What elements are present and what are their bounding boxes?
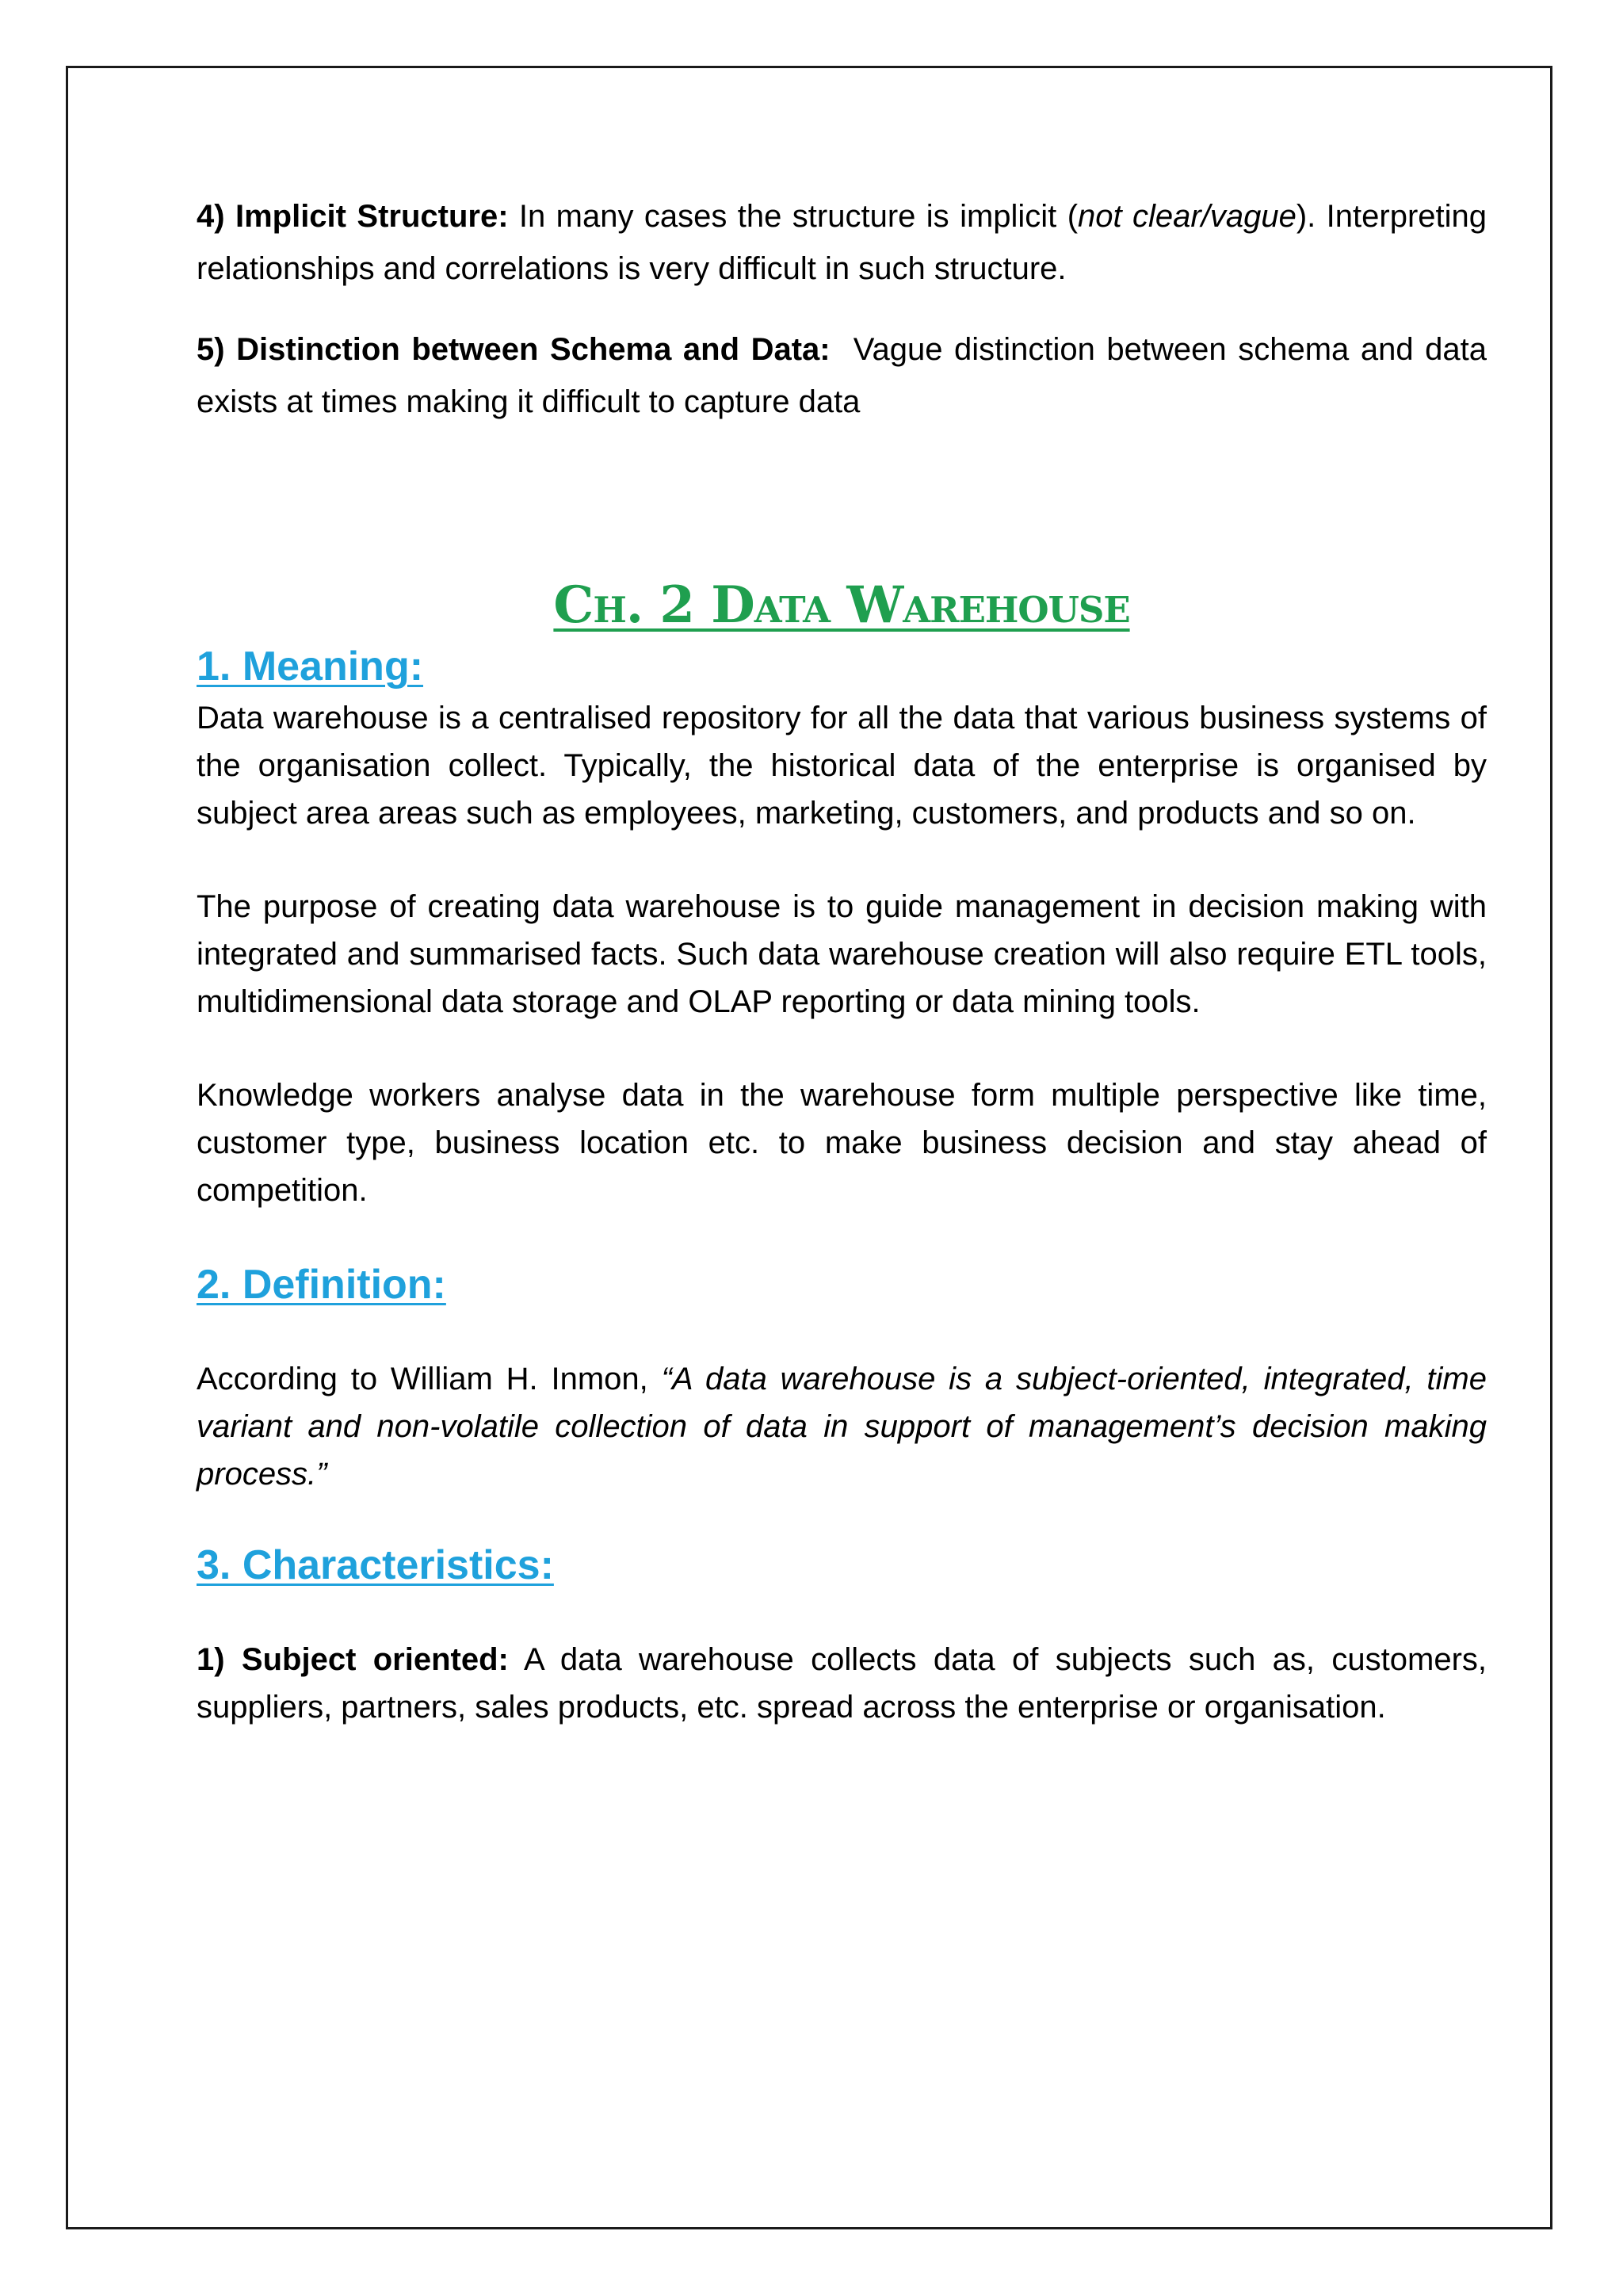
implicit-structure-text-after: ). Interpreting relationships and correlations is very difficult in such structure. (197, 199, 1487, 286)
chapter-title: Ch. 2 Data Warehouse (553, 575, 1130, 635)
definition-paragraph (197, 1355, 1487, 1498)
definition-intro: According to William H. Inmon, (197, 1362, 662, 1396)
distinction-paragraph (197, 323, 1496, 428)
subject-oriented-label: 1) Subject oriented: (197, 1642, 509, 1677)
characteristics-heading: 3. Characteristics: (197, 1542, 554, 1588)
implicit-structure-paragraph (197, 190, 1487, 295)
implicit-structure-label: 4) Implicit Structure: (197, 199, 509, 234)
implicit-structure-italic: not clear/vague (1078, 199, 1296, 234)
distinction-label: 5) Distinction between Schema and Data: (197, 332, 831, 367)
meaning-paragraph-1: Data warehouse is a centralised repository for all the data that various business systems of the organisation collect. Typically, the historical data of the enterprise is organised by subject area areas such as employees, marketing, customers, and products and so on. (197, 701, 1487, 831)
document-body (197, 190, 1496, 1731)
meaning-paragraph-3: Knowledge workers analyse data in the warehouse form multiple perspective like time, customer type, business location etc. to make business decision and stay ahead of competition. (197, 1078, 1487, 1208)
definition-heading: 2. Definition: (197, 1262, 446, 1308)
implicit-structure-text: In many cases the structure is implicit ( (508, 199, 1079, 234)
meaning-heading: 1. Meaning: (197, 644, 424, 690)
distinction-text: Vague distinction between schema and data exists at times making it difficult to capture data (197, 332, 1496, 419)
subject-oriented-text: A data warehouse collects data of subjects such as, customers, suppliers, partners, sales products, etc. spread across the enterprise or organisation. (197, 1642, 1487, 1725)
meaning-paragraph-2: The purpose of creating data warehouse is to guide management in decision making with integrated and summarised facts. Such data warehouse creation will also require ETL tools, multidimensional data storage and OLAP reporting or data mining tools. (197, 889, 1487, 1019)
subject-oriented-paragraph (197, 1636, 1487, 1731)
definition-quote: “A data warehouse is a subject-oriented, integrated, time variant and non-volatile collection of data in support of management’s decision making process.” (197, 1362, 1487, 1492)
